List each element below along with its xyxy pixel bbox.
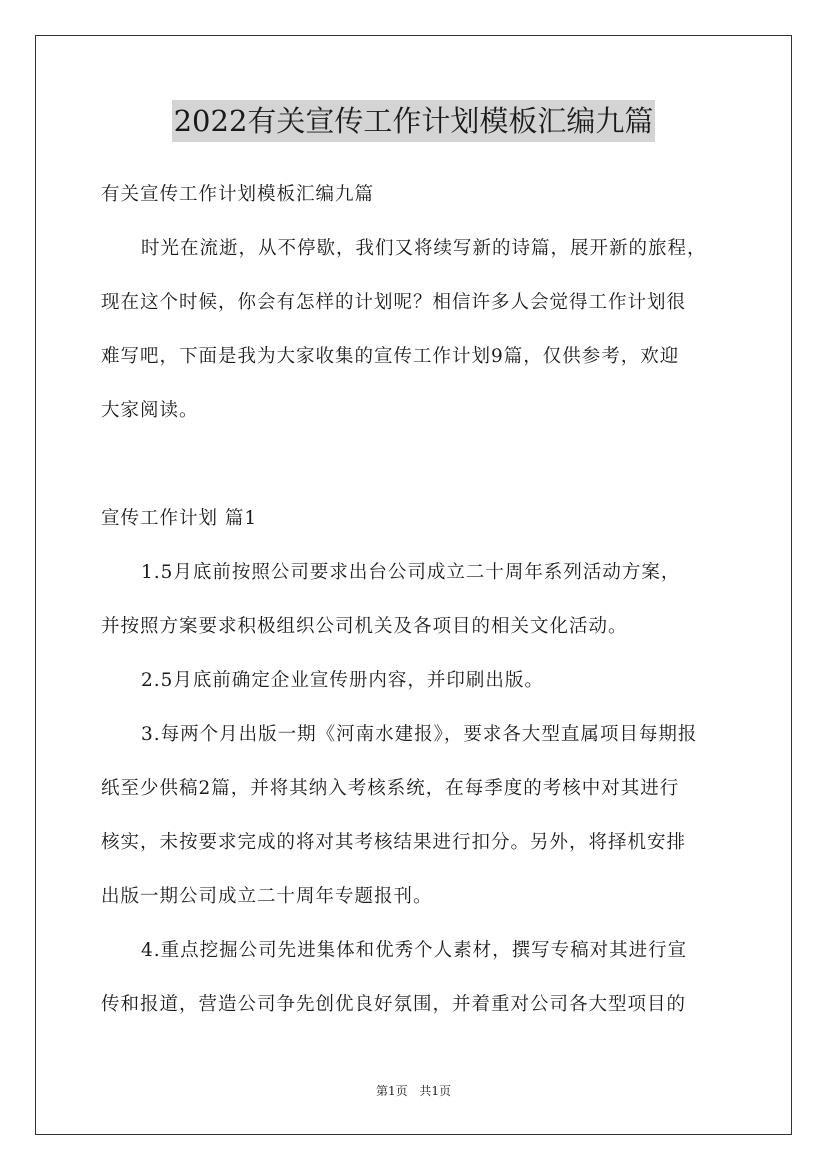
item-3-line: 核实，未按要求完成的将对其考核结果进行扣分。另外，将择机安排 [101,832,687,853]
document-body [101,168,741,1032]
item-3-line: 纸至少供稿2篇，并将其纳入考核系统，在每季度的考核中对其进行 [101,778,680,799]
item-1-line: 并按照方案要求积极组织公司机关及各项目的相关文化活动。 [101,616,628,637]
page-footer [0,1082,827,1099]
item-1-line: 1.5月底前按照公司要求出台公司成立二十周年系列活动方案， [141,562,681,583]
item-3-line: 3.每两个月出版一期《河南水建报》，要求各大型直属项目每期报 [141,724,698,745]
item-4-line: 4.重点挖掘公司先进集体和优秀个人素材，撰写专稿对其进行宣 [141,940,688,961]
document-title: 2022有关宣传工作计划模板汇编九篇 [172,100,656,142]
paragraph-gap [101,438,741,492]
section-heading: 宣传工作计划 篇1 [101,508,258,529]
intro-line: 现在这个时候，你会有怎样的计划呢？相信许多人会觉得工作计划很 [101,292,687,313]
intro-line: 难写吧，下面是我为大家收集的宣传工作计划9篇，仅供参考，欢迎 [101,346,680,367]
intro-line: 时光在流逝，从不停歇，我们又将续写新的诗篇，展开新的旅程， [141,238,707,259]
page-number: 第1页 [375,1084,408,1098]
subtitle: 有关宣传工作计划模板汇编九篇 [101,184,375,205]
item-4-line: 传和报道，营造公司争先创优良好氛围，并着重对公司各大型项目的 [101,994,687,1015]
intro-line: 大家阅读。 [101,400,199,421]
item-3-line: 出版一期公司成立二十周年专题报刊。 [101,886,433,907]
page-total: 共1页 [419,1084,452,1098]
title-area [0,100,827,142]
item-2-line: 2.5月底前确定企业宣传册内容，并印刷出版。 [141,670,544,691]
